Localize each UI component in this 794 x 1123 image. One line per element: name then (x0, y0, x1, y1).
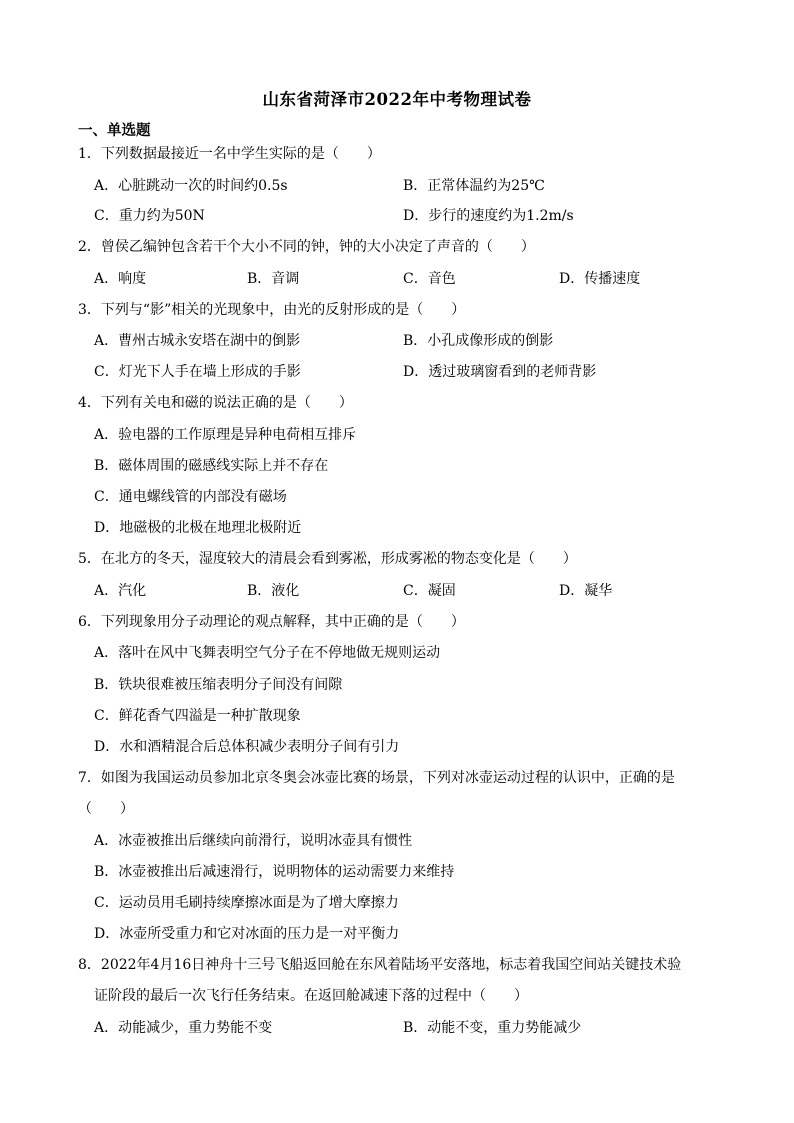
question-3-option-b: B．小孔成像形成的倒影 (403, 333, 554, 349)
question-3-option-d: D．透过玻璃窗看到的老师背影 (403, 364, 597, 380)
question-4-option-d: D．地磁极的北极在地理北极附近 (94, 520, 302, 536)
question-5-option-c: C．凝固 (403, 583, 456, 599)
question-6-option-b: B．铁块很难被压缩表明分子间没有间隙 (94, 677, 343, 693)
question-7-option-a: A．冰壶被推出后继续向前滑行，说明冰壶具有惯性 (94, 833, 413, 849)
question-4-option-b: B．磁体周围的磁感线实际上并不存在 (94, 458, 329, 474)
question-2-stem: 2．曾侯乙编钟包含若干个大小不同的钟，钟的大小决定了声音的（ ） (78, 239, 535, 255)
question-6-stem: 6．下列现象用分子动理论的观点解释，其中正确的是（ ） (78, 614, 465, 630)
question-8-stem-cont: 证阶段的最后一次飞行任务结束。在返回舱减速下落的过程中（ ） (94, 988, 528, 1004)
question-3-stem: 3．下列与“影”相关的光现象中，由光的反射形成的是（ ） (78, 302, 466, 318)
question-8-stem: 8．2022年4月16日神舟十三号飞船返回舱在东风着陆场平安落地，标志着我国空间站关键技术验 (78, 957, 682, 973)
question-4-stem: 4．下列有关电和磁的说法正确的是（ ） (78, 395, 353, 411)
exam-title: 山东省菏泽市2022年中考物理试卷 (262, 90, 532, 109)
question-5-option-b: B．液化 (247, 583, 300, 599)
question-6-option-a: A．落叶在风中飞舞表明空气分子在不停地做无规则运动 (94, 645, 441, 661)
question-4-option-c: C．通电螺线管的内部没有磁场 (94, 489, 287, 505)
question-5-option-d: D．凝华 (559, 583, 613, 599)
question-7-option-c: C．运动员用毛刷持续摩擦冰面是为了增大摩擦力 (94, 895, 399, 911)
question-3-option-a: A．曹州古城永安塔在湖中的倒影 (94, 333, 301, 349)
question-1-stem: 1．下列数据最接近一名中学生实际的是（ ） (78, 146, 381, 162)
question-7-option-d: D．冰壶所受重力和它对冰面的压力是一对平衡力 (94, 926, 400, 942)
question-6-option-d: D．水和酒精混合后总体积减少表明分子间有引力 (94, 739, 400, 755)
question-2-option-c: C．音色 (403, 271, 456, 287)
question-7-option-b: B．冰壶被推出后减速滑行，说明物体的运动需要力来维持 (94, 864, 455, 880)
question-4-option-a: A．验电器的工作原理是异种电荷相互排斥 (94, 427, 357, 443)
question-7-stem: 7．如图为我国运动员参加北京冬奥会冰壶比赛的场景，下列对冰壶运动过程的认识中，正确的是 (78, 770, 675, 786)
question-2-option-b: B．音调 (247, 271, 300, 287)
question-3-option-c: C．灯光下人手在墙上形成的手影 (94, 364, 301, 380)
question-5-stem: 5．在北方的冬天，湿度较大的清晨会看到雾凇，形成雾凇的物态变化是（ ） (78, 551, 577, 567)
question-7-stem-cont: （ ） (78, 801, 134, 817)
question-8-option-b: B．动能不变，重力势能减少 (403, 1020, 582, 1036)
question-2-option-a: A．响度 (94, 271, 147, 287)
question-2-option-d: D．传播速度 (559, 271, 641, 287)
question-1-option-c: C．重力约为50N (94, 208, 205, 224)
question-1-option-b: B．正常体温约为25℃ (403, 178, 545, 194)
question-5-option-a: A．汽化 (94, 583, 147, 599)
section-heading: 一、单选题 (78, 122, 151, 139)
question-6-option-c: C．鲜花香气四溢是一种扩散现象 (94, 708, 301, 724)
question-8-option-a: A．动能减少，重力势能不变 (94, 1020, 273, 1036)
question-1-option-a: A．心脏跳动一次的时间约0.5s (94, 178, 288, 194)
question-1-option-d: D．步行的速度约为1.2m/s (403, 208, 574, 224)
